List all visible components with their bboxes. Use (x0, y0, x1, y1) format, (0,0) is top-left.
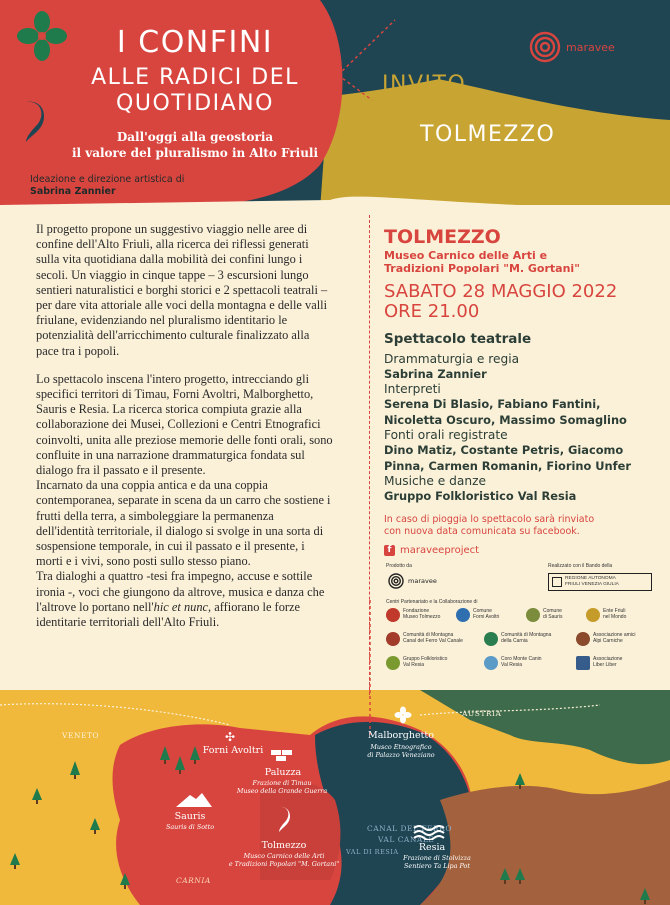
social-handle: maraveeproject (400, 545, 480, 556)
credit-value-oral-sources: Dino Matiz, Costante Petris, Giacomo Pinna, Carmen Romanin, Fiorino Unfer (384, 443, 631, 473)
place-malborghetto: Malborghetto (368, 730, 434, 741)
title-line3: QUOTIDIANO (116, 91, 274, 116)
red-swirl-icon (20, 96, 50, 146)
swirl-icon (276, 804, 292, 834)
place-tolmezzo: Tolmezzo (261, 840, 307, 851)
partner-item: Comunità di Montagna Canal del Ferro Val Canale (386, 632, 463, 646)
partner-item: Comune di Sauris (526, 608, 562, 622)
intro-paragraph-1: Il progetto propone un suggestivo viaggio nelle aree di confine dell'Alto Friuli, alla ricerca dei riflessi generati sulla vita quotidiana dalla mobilità dei confini lungo i secoli. Un viaggio in cinque tappe – 3 escursioni lungo sentieri naturalistici e borghi storici e 2 spettacoli teatrali – per dare vita attoriale alle voci della montagna e delle valli friulane, evidenziando nel pluralismo identitario le potenzialità dell'arricchimento culturale finalizzato alla pace tra i popoli. (36, 222, 328, 358)
clover-icon (14, 8, 70, 64)
partner-item: Associazione Liber Liber (576, 656, 622, 670)
region-val-di-resia: VAL DI RESIA (346, 848, 399, 856)
intro-text (36, 222, 334, 643)
edelweiss-icon: ✣ (225, 730, 236, 744)
event-venue-line2: Tradizioni Popolari "M. Gortani" (384, 262, 580, 275)
partner-logo-icon (386, 608, 400, 622)
funder-box (548, 573, 652, 591)
event-credits (384, 352, 654, 504)
region-veneto: VENETO (62, 731, 100, 740)
partner-item: Comune Forni Avoltri (456, 608, 499, 622)
region-austria: AUSTRIA (462, 709, 502, 718)
credit-label-performers: Interpreti (384, 382, 441, 396)
intro-paragraph-4: Tra dialoghi a quattro -tesi fra impegno, accuse e sottile ironia -, voci che giungono da altrove, musica e danza che l'altrove lo portano nell'hic et nunc, affiorano le forze identitarie territoriali dell'Alto Friuli. (36, 569, 325, 630)
rain-note-line2: con nuova data comunicata su facebook. (384, 526, 580, 537)
maravee-logo-icon (528, 30, 562, 64)
rain-note (384, 514, 594, 538)
brand-name: maravee (566, 41, 615, 54)
mountain-icon (176, 791, 212, 807)
facebook-icon: f (384, 545, 395, 556)
producer-logo-icon (388, 573, 404, 589)
partner-item: Ente Friuli nel Mondo (586, 608, 626, 622)
credit-value-dramaturgy: Sabrina Zannier (384, 367, 487, 381)
wall-icon (271, 750, 293, 764)
partner-item: Fondazione Museo Tolmezzo (386, 608, 440, 622)
region-carnia: CARNIA (176, 876, 211, 885)
partner-item: Coro Monte Canin Val Resia (484, 656, 542, 670)
producer-name: maravee (408, 577, 437, 585)
title-line2: ALLE RADICI DEL (91, 65, 299, 90)
event-type: Spettacolo teatrale (384, 331, 532, 347)
column-divider (369, 215, 370, 695)
partner-item: Gruppo Folkloristico Val Resia (386, 656, 447, 670)
partner-logo-icon (576, 656, 590, 670)
intro-paragraph-3: Incarnato da una coppia antica e da una coppia contemporanea, separate in scena da un carro che sostiene i frutti della terra, a simboleggiare la permanenza dell'identità territoriale, il dialogo si svolge in una sorta di sospensione temporale, in cui il passato e il presente, i morti e i vivi, sono posti sullo stesso piano. (36, 478, 331, 569)
partners-grid (386, 608, 656, 678)
partner-logo-icon (456, 608, 470, 622)
partner-item: Associazione amici Alpi Carniche (576, 632, 636, 646)
credit-label: Ideazione e direzione artistica di (30, 174, 185, 185)
place-resia: Resia (418, 842, 446, 853)
funder-name: REGIONE AUTONOMA FRIULI VENEZIA GIULIA (565, 576, 619, 587)
credit-value-music: Gruppo Folkloristico Val Resia (384, 489, 577, 503)
place-sauris-sub1: Sauris di Sotto (165, 823, 215, 831)
place-paluzza-sub2: Museo della Grande Guerra (236, 787, 328, 795)
subtitle-line2: il valore del pluralismo in Alto Friuli (71, 146, 319, 160)
partner-item: Comunità di Montagna della Carnia (484, 632, 551, 646)
partner-logo-icon (484, 656, 498, 670)
event-venue-line1: Museo Carnico delle Arti e (384, 249, 548, 262)
partner-logo-icon (586, 608, 600, 622)
social-link[interactable] (384, 545, 479, 556)
place-sauris: Sauris (174, 811, 206, 822)
partner-logo-icon (526, 608, 540, 622)
credit-label-oral-sources: Fonti orali registrate (384, 428, 508, 442)
region-canal-del-ferro: CANAL DEL FERRO (367, 824, 452, 833)
eagle-crest-icon (552, 577, 562, 587)
partners-heading: Centri Partenariato e la Collaborazione di (386, 599, 478, 605)
produced-by-label: Prodotto da (386, 563, 412, 569)
waves-icon (412, 824, 452, 840)
intro-paragraph-2: Lo spettacolo inscena l'intero progetto, intrecciando gli specifici territori di Timau, Forni Avoltri, Malborghetto, Sauris e Resia. La ricerca storica compiuta grazie alla collaborazione dei Musei, Collezioni e Centri Etnografici coinvolti, unita alle preziose memorie delle fonti orali, sono confluite in una narrazione drammaturgica fondata sul dialogo fra il passato e il presente. (36, 371, 333, 478)
place-resia-sub2: Sentiero Ta Lipa Pot (404, 862, 470, 870)
place-malborghetto-sub2: di Palazzo Veneziano (367, 751, 435, 759)
partner-logo-icon (386, 656, 400, 670)
funded-by-label: Realizzato con il Bando della (548, 563, 613, 569)
credit-name: Sabrina Zannier (30, 186, 116, 197)
partner-logo-icon (576, 632, 590, 646)
credit-label-music: Musiche e danze (384, 474, 486, 488)
clover-map-icon (394, 706, 412, 724)
event-time: ORE 21.00 (384, 301, 480, 322)
place-forni-avoltri: Forni Avoltri (202, 745, 264, 756)
invito-label: INVITO (382, 72, 467, 97)
rain-note-line1: In caso di pioggia lo spettacolo sarà rinviato (384, 514, 595, 525)
partner-logo-icon (484, 632, 498, 646)
place-tolmezzo-sub1: Musco Carnico delle Arti (243, 852, 325, 860)
header-city: TOLMEZZO (420, 122, 556, 147)
subtitle-line1: Dall'oggi alla geostoria (116, 130, 274, 144)
event-date: SABATO 28 MAGGIO 2022 (384, 281, 618, 302)
place-resia-sub1: Frazione di Stolvizza (403, 854, 471, 862)
region-val-canale: VAL CANALE (378, 835, 435, 844)
place-malborghetto-sub1: Musco Etnografico (370, 743, 432, 751)
place-tolmezzo-sub2: e Tradizioni Popolari "M. Gortani" (228, 860, 340, 868)
title-line1: I CONFINI (116, 25, 274, 60)
partner-logo-icon (386, 632, 400, 646)
credit-label-dramaturgy: Drammaturgia e regia (384, 352, 520, 366)
place-paluzza-sub1: Frazione di Timau (252, 779, 312, 787)
place-paluzza: Paluzza (264, 767, 302, 778)
credit-value-performers: Serena Di Blasio, Fabiano Fantini, Nicoletta Oscuro, Massimo Somaglino (384, 397, 627, 427)
event-city: TOLMEZZO (384, 226, 501, 248)
